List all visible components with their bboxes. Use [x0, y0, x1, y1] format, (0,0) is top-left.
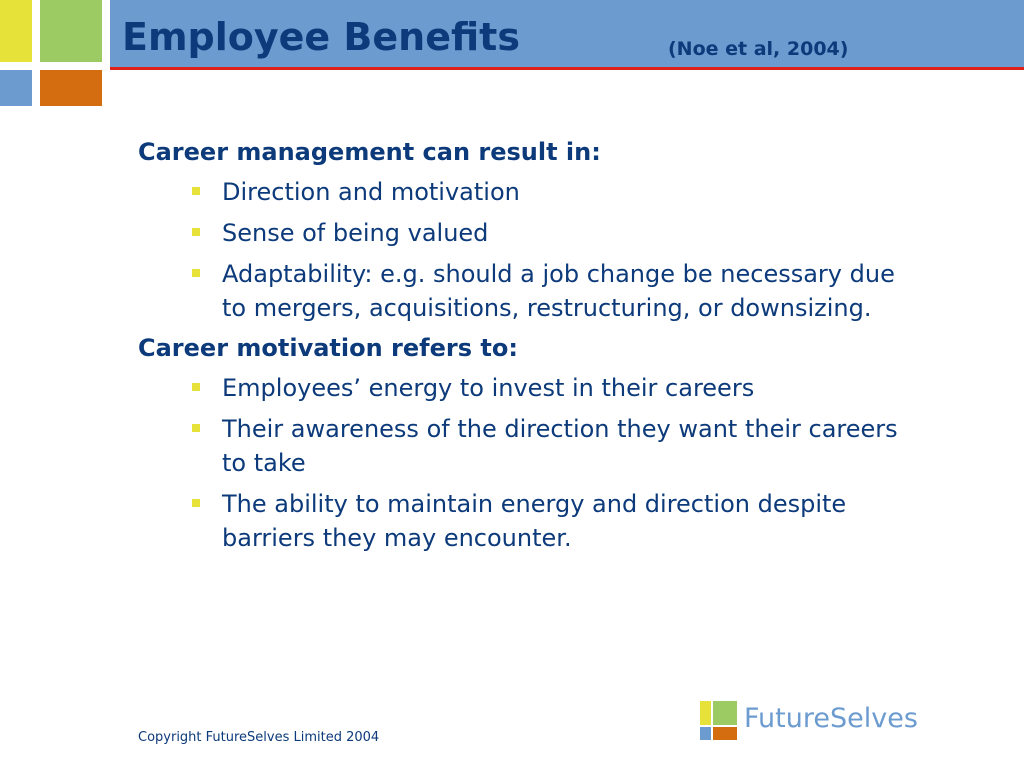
logo-wordmark: FutureSelves	[744, 703, 918, 734]
corner-square-orange	[40, 70, 102, 106]
bullet-list	[138, 371, 938, 555]
bullet-square-icon	[192, 269, 200, 277]
bullet-text: Adaptability: e.g. should a job change be necessary due to mergers, acquisitions, restructuring, or downsizing.	[222, 260, 895, 322]
section-heading: Career motivation refers to:	[138, 334, 518, 362]
futureselves-logo	[700, 701, 950, 741]
slide-title: Employee Benefits	[122, 15, 520, 59]
bullet-text: The ability to maintain energy and direction despite barriers they may encounter.	[222, 490, 847, 552]
bullet-square-icon	[192, 187, 200, 195]
bullet-item	[222, 371, 922, 405]
section-heading: Career management can result in:	[138, 138, 601, 166]
title-divider	[110, 67, 1024, 70]
logo-square-yellow	[700, 701, 711, 725]
logo-square-green	[713, 701, 737, 725]
bullet-text: Employees’ energy to invest in their careers	[222, 374, 755, 402]
slide-content	[138, 136, 938, 562]
bullet-item	[222, 487, 922, 555]
slide-citation: (Noe et al, 2004)	[668, 38, 849, 60]
bullet-item	[222, 257, 922, 325]
bullet-square-icon	[192, 383, 200, 391]
logo-square-blue	[700, 727, 711, 740]
bullet-text: Direction and motivation	[222, 178, 520, 206]
logo-square-orange	[713, 727, 737, 740]
corner-square-yellow	[0, 0, 32, 62]
bullet-square-icon	[192, 228, 200, 236]
bullet-item	[222, 412, 922, 480]
bullet-list	[138, 175, 938, 325]
bullet-text: Their awareness of the direction they want their careers to take	[222, 415, 898, 477]
corner-square-green	[40, 0, 102, 62]
copyright-notice: Copyright FutureSelves Limited 2004	[138, 730, 380, 745]
corner-square-blue	[0, 70, 32, 106]
bullet-text: Sense of being valued	[222, 219, 489, 247]
bullet-square-icon	[192, 424, 200, 432]
bullet-item	[222, 175, 922, 209]
bullet-square-icon	[192, 499, 200, 507]
bullet-item	[222, 216, 922, 250]
